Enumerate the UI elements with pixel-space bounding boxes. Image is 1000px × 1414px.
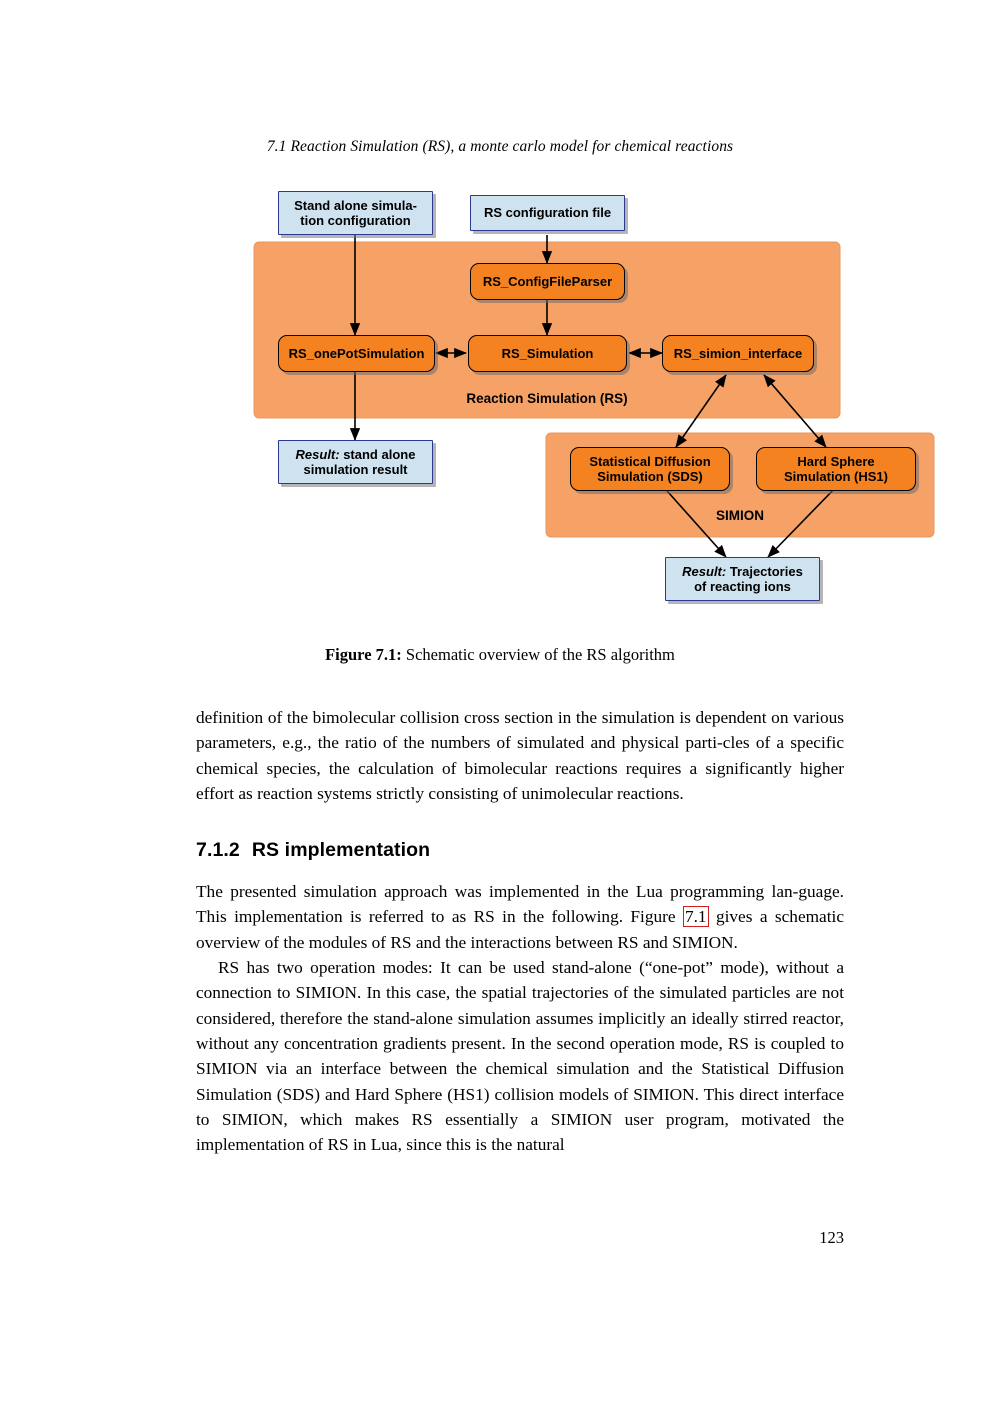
page-number: 123 xyxy=(819,1228,844,1247)
node-hs1-label: Hard Sphere Simulation (HS1) xyxy=(783,453,888,484)
figure-caption xyxy=(0,645,1000,665)
node-sds-label: Statistical Diffusion Simulation (SDS) xyxy=(589,453,711,484)
section-number: 7.1.2 xyxy=(196,839,240,862)
node-result-stand-alone-prefix: Result: xyxy=(295,446,340,462)
paragraph-2-part-b: gives a schematic overview of the modules of RS and the interactions between RS and SIMION. xyxy=(196,907,845,952)
node-result-trajectories-prefix: Result: xyxy=(682,563,727,579)
node-result-trajectories[interactable]: Result: Trajectories of reacting ions xyxy=(665,557,820,601)
node-rs-simulation[interactable] xyxy=(468,335,627,372)
paragraph-3: RS has two operation modes: It can be used stand-alone (“one-pot” mode), without a connection to SIMION. In this case, the spatial trajectories of the simulated particles are not considered, therefore the stand-alone simulation assumes implicitly an ideally stirred reactor, without any concentration gradients present. In the second operation mode, RS is coupled to SIMION via an interface between the chemical simulation and the Statistical Diffusion Simulation (SDS) and Hard Sphere (HS1) collision models of SIMION. This direct interface to SIMION, which makes RS essentially a SIMION user program, motivated the implementation of RS in Lua, since this is the natural xyxy=(196,957,844,1155)
node-rs-configfileparser[interactable] xyxy=(470,263,625,300)
node-sds[interactable] xyxy=(570,447,730,491)
section-title: RS implementation xyxy=(251,839,431,862)
figure-reference-link[interactable]: 7.1 xyxy=(684,907,707,927)
node-rs-onepotsimulation-label: RS_onePotSimulation xyxy=(288,345,425,361)
node-rs-configfileparser-label: RS_ConfigFileParser xyxy=(482,273,613,289)
node-rs-configuration-file[interactable] xyxy=(470,195,625,231)
paragraph-1: definition of the bimolecular collision cross section in the simulation is dependent on various parameters, e.g., the ratio of the numbers of simulated and physical parti-cles of a specific chemical species, the calculation of bimolecular reactions requires a significantly higher effort as reaction systems strictly consisting of unimolecular reactions. xyxy=(196,708,844,803)
rs-panel-label: Reaction Simulation (RS) xyxy=(466,391,628,406)
node-stand-alone-configuration[interactable] xyxy=(278,191,433,235)
paragraph-2 xyxy=(196,879,844,955)
figure-caption-text: Schematic overview of the RS algorithm xyxy=(401,645,675,664)
node-rs-onepotsimulation[interactable] xyxy=(278,335,435,372)
simion-panel-label: SIMION xyxy=(715,508,764,523)
node-result-stand-alone[interactable]: Result: stand alone simulation result xyxy=(278,440,433,484)
paragraph-2-part-a: The presented simulation approach was implemented in the Lua programming lan-guage. This implementation is referred to as RS in the following. Figure xyxy=(196,881,844,927)
node-stand-alone-configuration-label: Stand alone simula- tion configuration xyxy=(294,197,417,228)
figure-7-1 xyxy=(0,175,1000,635)
node-rs-simion-interface[interactable] xyxy=(662,335,814,372)
node-rs-configuration-file-label: RS configuration file xyxy=(483,205,612,221)
body-text xyxy=(196,705,844,1157)
section-heading xyxy=(196,836,844,865)
node-hs1[interactable] xyxy=(756,447,916,491)
node-rs-simion-interface-label: RS_simion_interface xyxy=(673,345,803,361)
running-head: 7.1 Reaction Simulation (RS), a monte carlo model for chemical reactions xyxy=(266,138,734,155)
node-rs-simulation-label: RS_Simulation xyxy=(501,345,594,361)
figure-caption-label: Figure 7.1: xyxy=(325,645,402,664)
